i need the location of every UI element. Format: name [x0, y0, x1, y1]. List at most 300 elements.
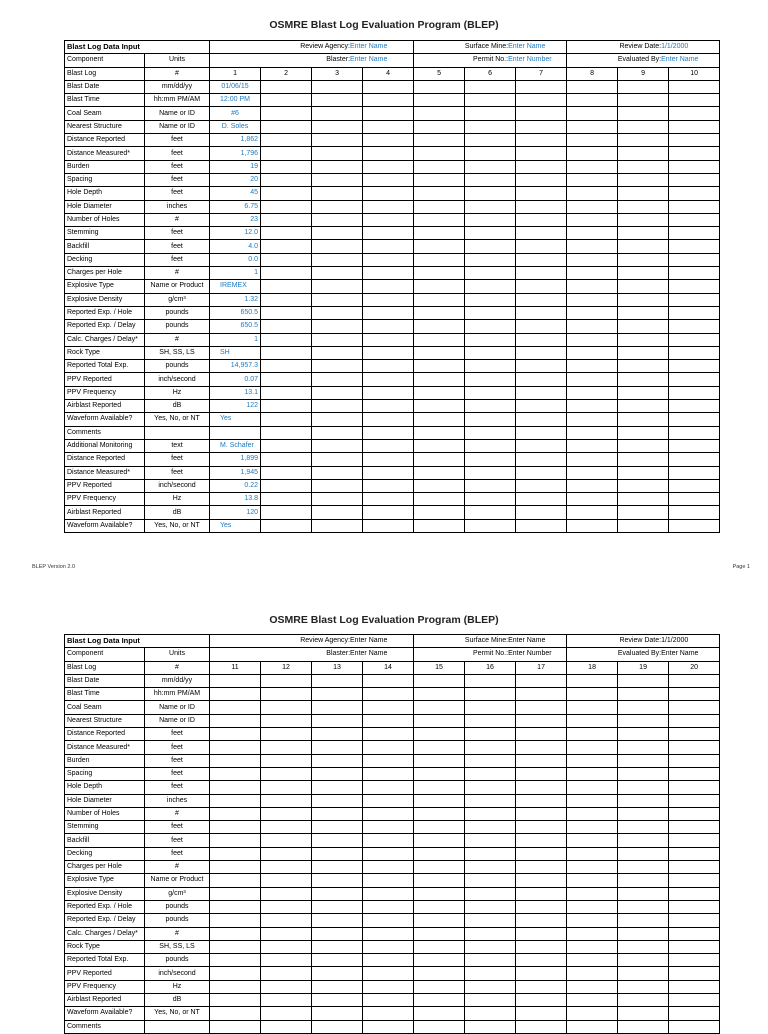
data-cell[interactable] — [363, 980, 414, 993]
data-cell[interactable] — [363, 927, 414, 940]
data-cell[interactable] — [618, 519, 669, 532]
data-cell[interactable] — [567, 466, 618, 479]
data-cell[interactable] — [669, 714, 720, 727]
data-cell[interactable] — [312, 253, 363, 266]
data-cell[interactable] — [261, 900, 312, 913]
data-cell[interactable] — [261, 794, 312, 807]
data-cell[interactable]: 120 — [210, 506, 261, 519]
data-cell[interactable] — [567, 967, 618, 980]
data-cell[interactable] — [465, 900, 516, 913]
data-cell[interactable] — [465, 253, 516, 266]
data-cell[interactable] — [363, 887, 414, 900]
data-cell[interactable] — [567, 200, 618, 213]
data-cell[interactable] — [669, 767, 720, 780]
data-cell[interactable] — [261, 807, 312, 820]
data-cell[interactable] — [261, 781, 312, 794]
data-cell[interactable] — [363, 506, 414, 519]
data-cell[interactable] — [261, 213, 312, 226]
data-cell[interactable] — [312, 333, 363, 346]
data-cell[interactable] — [465, 493, 516, 506]
data-cell[interactable] — [567, 346, 618, 359]
data-cell[interactable] — [669, 754, 720, 767]
data-cell[interactable] — [363, 781, 414, 794]
data-cell[interactable] — [516, 821, 567, 834]
data-cell[interactable] — [363, 834, 414, 847]
data-cell[interactable] — [363, 954, 414, 967]
data-cell[interactable] — [567, 360, 618, 373]
data-cell[interactable] — [414, 940, 465, 953]
data-cell[interactable] — [261, 506, 312, 519]
data-cell[interactable] — [516, 834, 567, 847]
data-cell[interactable] — [618, 439, 669, 452]
data-cell[interactable] — [618, 80, 669, 93]
data-cell[interactable] — [312, 453, 363, 466]
data-cell[interactable] — [567, 900, 618, 913]
data-cell[interactable] — [465, 426, 516, 439]
data-cell[interactable] — [414, 280, 465, 293]
surface-mine-field[interactable]: Enter Name — [508, 637, 546, 645]
data-cell[interactable] — [312, 293, 363, 306]
data-cell[interactable] — [312, 714, 363, 727]
data-cell[interactable] — [516, 479, 567, 492]
data-cell[interactable] — [516, 80, 567, 93]
data-cell[interactable] — [312, 200, 363, 213]
data-cell[interactable] — [363, 293, 414, 306]
data-cell[interactable] — [210, 794, 261, 807]
data-cell[interactable] — [516, 519, 567, 532]
data-cell[interactable] — [363, 714, 414, 727]
review-agency-field[interactable]: Enter Name — [350, 43, 388, 51]
data-cell[interactable] — [414, 306, 465, 319]
data-cell[interactable] — [618, 134, 669, 147]
data-cell[interactable] — [618, 346, 669, 359]
data-cell[interactable] — [567, 293, 618, 306]
data-cell[interactable] — [465, 479, 516, 492]
data-cell[interactable] — [465, 688, 516, 701]
data-cell[interactable] — [618, 280, 669, 293]
data-cell[interactable] — [363, 320, 414, 333]
data-cell[interactable] — [261, 767, 312, 780]
data-cell[interactable] — [465, 147, 516, 160]
data-cell[interactable] — [261, 493, 312, 506]
data-cell[interactable] — [567, 213, 618, 226]
data-cell[interactable] — [618, 147, 669, 160]
data-cell[interactable] — [618, 293, 669, 306]
data-cell[interactable] — [261, 887, 312, 900]
data-cell[interactable] — [363, 807, 414, 820]
data-cell[interactable] — [261, 967, 312, 980]
data-cell[interactable] — [261, 373, 312, 386]
data-cell[interactable] — [261, 927, 312, 940]
data-cell[interactable] — [618, 940, 669, 953]
data-cell[interactable] — [210, 701, 261, 714]
data-cell[interactable] — [567, 781, 618, 794]
data-cell[interactable] — [465, 807, 516, 820]
data-cell[interactable] — [261, 847, 312, 860]
data-cell[interactable] — [669, 914, 720, 927]
data-cell[interactable] — [261, 147, 312, 160]
data-cell[interactable] — [210, 914, 261, 927]
data-cell[interactable] — [210, 674, 261, 687]
data-cell[interactable] — [618, 173, 669, 186]
data-cell[interactable] — [567, 954, 618, 967]
data-cell[interactable] — [618, 320, 669, 333]
data-cell[interactable] — [210, 1007, 261, 1020]
data-cell[interactable] — [669, 147, 720, 160]
data-cell[interactable] — [312, 994, 363, 1007]
evaluated-field[interactable]: Enter Name — [661, 56, 699, 64]
data-cell[interactable] — [363, 741, 414, 754]
data-cell[interactable] — [312, 240, 363, 253]
data-cell[interactable] — [465, 834, 516, 847]
data-cell[interactable] — [261, 940, 312, 953]
data-cell[interactable] — [312, 147, 363, 160]
data-cell[interactable] — [261, 280, 312, 293]
data-cell[interactable]: 12.0 — [210, 227, 261, 240]
data-cell[interactable] — [363, 280, 414, 293]
data-cell[interactable] — [567, 333, 618, 346]
data-cell[interactable] — [465, 701, 516, 714]
data-cell[interactable] — [312, 701, 363, 714]
data-cell[interactable] — [618, 714, 669, 727]
data-cell[interactable] — [210, 980, 261, 993]
data-cell[interactable] — [516, 320, 567, 333]
data-cell[interactable] — [618, 914, 669, 927]
data-cell[interactable] — [618, 954, 669, 967]
data-cell[interactable] — [312, 346, 363, 359]
data-cell[interactable] — [363, 147, 414, 160]
data-cell[interactable] — [669, 506, 720, 519]
data-cell[interactable] — [210, 767, 261, 780]
data-cell[interactable] — [516, 861, 567, 874]
data-cell[interactable] — [414, 834, 465, 847]
data-cell[interactable] — [261, 413, 312, 426]
data-cell[interactable] — [669, 741, 720, 754]
data-cell[interactable] — [669, 466, 720, 479]
data-cell[interactable] — [312, 807, 363, 820]
data-cell[interactable]: 01/06/15 — [210, 80, 261, 93]
data-cell[interactable] — [414, 426, 465, 439]
data-cell[interactable] — [567, 506, 618, 519]
data-cell[interactable] — [669, 821, 720, 834]
data-cell[interactable] — [414, 994, 465, 1007]
data-cell[interactable] — [414, 240, 465, 253]
data-cell[interactable] — [363, 426, 414, 439]
data-cell[interactable] — [363, 400, 414, 413]
data-cell[interactable] — [567, 306, 618, 319]
data-cell[interactable] — [414, 187, 465, 200]
data-cell[interactable] — [210, 426, 261, 439]
data-cell[interactable] — [516, 306, 567, 319]
data-cell[interactable] — [465, 1007, 516, 1020]
data-cell[interactable] — [669, 426, 720, 439]
data-cell[interactable] — [516, 980, 567, 993]
data-cell[interactable]: 20 — [210, 173, 261, 186]
data-cell[interactable] — [567, 227, 618, 240]
data-cell[interactable] — [363, 413, 414, 426]
data-cell[interactable] — [312, 967, 363, 980]
data-cell[interactable] — [567, 120, 618, 133]
data-cell[interactable] — [312, 267, 363, 280]
data-cell[interactable] — [516, 213, 567, 226]
data-cell[interactable] — [516, 386, 567, 399]
data-cell[interactable] — [261, 741, 312, 754]
data-cell[interactable] — [669, 994, 720, 1007]
data-cell[interactable] — [669, 861, 720, 874]
data-cell[interactable] — [465, 927, 516, 940]
data-cell[interactable] — [261, 240, 312, 253]
data-cell[interactable] — [669, 794, 720, 807]
data-cell[interactable] — [618, 107, 669, 120]
data-cell[interactable] — [261, 120, 312, 133]
data-cell[interactable] — [669, 173, 720, 186]
data-cell[interactable] — [669, 688, 720, 701]
data-cell[interactable] — [414, 466, 465, 479]
data-cell[interactable] — [414, 253, 465, 266]
data-cell[interactable] — [312, 400, 363, 413]
data-cell[interactable] — [414, 413, 465, 426]
data-cell[interactable] — [618, 967, 669, 980]
data-cell[interactable] — [261, 479, 312, 492]
data-cell[interactable] — [567, 874, 618, 887]
data-cell[interactable] — [465, 373, 516, 386]
data-cell[interactable] — [516, 373, 567, 386]
data-cell[interactable] — [363, 160, 414, 173]
data-cell[interactable] — [363, 306, 414, 319]
data-cell[interactable] — [210, 967, 261, 980]
data-cell[interactable] — [669, 386, 720, 399]
data-cell[interactable] — [414, 293, 465, 306]
review-date-field[interactable]: 1/1/2000 — [661, 637, 689, 645]
data-cell[interactable] — [516, 333, 567, 346]
data-cell[interactable] — [618, 767, 669, 780]
data-cell[interactable] — [414, 519, 465, 532]
data-cell[interactable]: 1,899 — [210, 453, 261, 466]
data-cell[interactable] — [669, 674, 720, 687]
data-cell[interactable] — [567, 767, 618, 780]
data-cell[interactable] — [465, 914, 516, 927]
data-cell[interactable] — [312, 900, 363, 913]
data-cell[interactable] — [414, 360, 465, 373]
data-cell[interactable] — [312, 173, 363, 186]
data-cell[interactable] — [261, 754, 312, 767]
data-cell[interactable] — [261, 253, 312, 266]
data-cell[interactable] — [414, 493, 465, 506]
data-cell[interactable] — [312, 688, 363, 701]
data-cell[interactable] — [414, 107, 465, 120]
data-cell[interactable] — [669, 967, 720, 980]
data-cell[interactable]: 650.5 — [210, 306, 261, 319]
data-cell[interactable] — [669, 320, 720, 333]
data-cell[interactable] — [516, 728, 567, 741]
data-cell[interactable] — [363, 453, 414, 466]
data-cell[interactable] — [465, 741, 516, 754]
data-cell[interactable] — [210, 927, 261, 940]
data-cell[interactable]: 1,862 — [210, 134, 261, 147]
data-cell[interactable] — [567, 134, 618, 147]
data-cell[interactable] — [210, 754, 261, 767]
data-cell[interactable] — [312, 847, 363, 860]
data-cell[interactable] — [414, 386, 465, 399]
surface-mine-field[interactable]: Enter Name — [508, 43, 546, 51]
data-cell[interactable] — [414, 900, 465, 913]
data-cell[interactable] — [618, 674, 669, 687]
data-cell[interactable] — [669, 280, 720, 293]
data-cell[interactable] — [516, 346, 567, 359]
data-cell[interactable] — [414, 914, 465, 927]
data-cell[interactable] — [618, 861, 669, 874]
data-cell[interactable] — [516, 134, 567, 147]
data-cell[interactable] — [465, 293, 516, 306]
data-cell[interactable] — [261, 360, 312, 373]
data-cell[interactable] — [516, 927, 567, 940]
data-cell[interactable] — [516, 493, 567, 506]
data-cell[interactable] — [312, 940, 363, 953]
data-cell[interactable] — [465, 280, 516, 293]
data-cell[interactable] — [414, 861, 465, 874]
data-cell[interactable] — [363, 200, 414, 213]
data-cell[interactable] — [261, 200, 312, 213]
data-cell[interactable] — [210, 874, 261, 887]
data-cell[interactable] — [516, 967, 567, 980]
data-cell[interactable] — [363, 674, 414, 687]
data-cell[interactable] — [669, 493, 720, 506]
data-cell[interactable] — [618, 306, 669, 319]
data-cell[interactable] — [210, 900, 261, 913]
data-cell[interactable] — [618, 927, 669, 940]
data-cell[interactable] — [567, 519, 618, 532]
data-cell[interactable] — [312, 426, 363, 439]
data-cell[interactable] — [516, 426, 567, 439]
data-cell[interactable] — [414, 213, 465, 226]
data-cell[interactable] — [516, 767, 567, 780]
data-cell[interactable] — [669, 1020, 720, 1033]
data-cell[interactable] — [567, 453, 618, 466]
data-cell[interactable] — [567, 980, 618, 993]
data-cell[interactable] — [618, 253, 669, 266]
data-cell[interactable] — [567, 479, 618, 492]
data-cell[interactable] — [414, 674, 465, 687]
data-cell[interactable] — [516, 754, 567, 767]
data-cell[interactable] — [210, 821, 261, 834]
data-cell[interactable] — [414, 980, 465, 993]
data-cell[interactable] — [516, 413, 567, 426]
data-cell[interactable] — [567, 754, 618, 767]
data-cell[interactable]: M. Schafer — [210, 439, 261, 452]
data-cell[interactable] — [465, 200, 516, 213]
data-cell[interactable] — [363, 134, 414, 147]
data-cell[interactable] — [465, 728, 516, 741]
data-cell[interactable] — [363, 479, 414, 492]
data-cell[interactable] — [669, 954, 720, 967]
data-cell[interactable] — [210, 741, 261, 754]
data-cell[interactable] — [465, 940, 516, 953]
data-cell[interactable] — [465, 333, 516, 346]
data-cell[interactable] — [414, 688, 465, 701]
data-cell[interactable] — [465, 506, 516, 519]
data-cell[interactable]: 1 — [210, 267, 261, 280]
data-cell[interactable] — [618, 160, 669, 173]
data-cell[interactable] — [414, 728, 465, 741]
data-cell[interactable] — [363, 821, 414, 834]
data-cell[interactable] — [210, 807, 261, 820]
data-cell[interactable] — [465, 227, 516, 240]
data-cell[interactable] — [312, 439, 363, 452]
data-cell[interactable] — [465, 874, 516, 887]
data-cell[interactable] — [312, 674, 363, 687]
data-cell[interactable] — [312, 1020, 363, 1033]
data-cell[interactable] — [516, 253, 567, 266]
data-cell[interactable] — [312, 386, 363, 399]
data-cell[interactable] — [414, 120, 465, 133]
data-cell[interactable] — [414, 714, 465, 727]
data-cell[interactable] — [567, 493, 618, 506]
data-cell[interactable] — [516, 781, 567, 794]
data-cell[interactable] — [669, 160, 720, 173]
data-cell[interactable] — [210, 728, 261, 741]
data-cell[interactable]: 19 — [210, 160, 261, 173]
data-cell[interactable] — [618, 688, 669, 701]
data-cell[interactable]: 650.5 — [210, 320, 261, 333]
data-cell[interactable] — [465, 320, 516, 333]
data-cell[interactable] — [363, 940, 414, 953]
data-cell[interactable] — [363, 847, 414, 860]
data-cell[interactable] — [465, 413, 516, 426]
data-cell[interactable] — [465, 954, 516, 967]
data-cell[interactable]: 0.22 — [210, 479, 261, 492]
data-cell[interactable] — [210, 994, 261, 1007]
data-cell[interactable] — [567, 741, 618, 754]
data-cell[interactable] — [567, 413, 618, 426]
data-cell[interactable] — [414, 821, 465, 834]
data-cell[interactable]: 13.8 — [210, 493, 261, 506]
data-cell[interactable] — [363, 439, 414, 452]
data-cell[interactable] — [669, 847, 720, 860]
data-cell[interactable] — [669, 240, 720, 253]
data-cell[interactable] — [669, 80, 720, 93]
data-cell[interactable] — [567, 914, 618, 927]
data-cell[interactable] — [669, 781, 720, 794]
data-cell[interactable] — [567, 173, 618, 186]
data-cell[interactable] — [516, 227, 567, 240]
data-cell[interactable] — [465, 134, 516, 147]
data-cell[interactable] — [567, 807, 618, 820]
data-cell[interactable] — [669, 293, 720, 306]
data-cell[interactable] — [210, 847, 261, 860]
data-cell[interactable] — [516, 674, 567, 687]
review-agency-field[interactable]: Enter Name — [350, 637, 388, 645]
data-cell[interactable] — [363, 701, 414, 714]
data-cell[interactable] — [567, 400, 618, 413]
data-cell[interactable] — [261, 466, 312, 479]
data-cell[interactable] — [516, 807, 567, 820]
data-cell[interactable] — [210, 887, 261, 900]
data-cell[interactable] — [669, 479, 720, 492]
data-cell[interactable] — [516, 688, 567, 701]
data-cell[interactable] — [516, 107, 567, 120]
data-cell[interactable] — [414, 887, 465, 900]
data-cell[interactable] — [414, 134, 465, 147]
data-cell[interactable] — [669, 200, 720, 213]
data-cell[interactable] — [567, 107, 618, 120]
data-cell[interactable] — [465, 400, 516, 413]
data-cell[interactable] — [312, 107, 363, 120]
data-cell[interactable] — [312, 741, 363, 754]
data-cell[interactable] — [261, 994, 312, 1007]
data-cell[interactable] — [618, 900, 669, 913]
data-cell[interactable] — [312, 227, 363, 240]
data-cell[interactable] — [363, 227, 414, 240]
